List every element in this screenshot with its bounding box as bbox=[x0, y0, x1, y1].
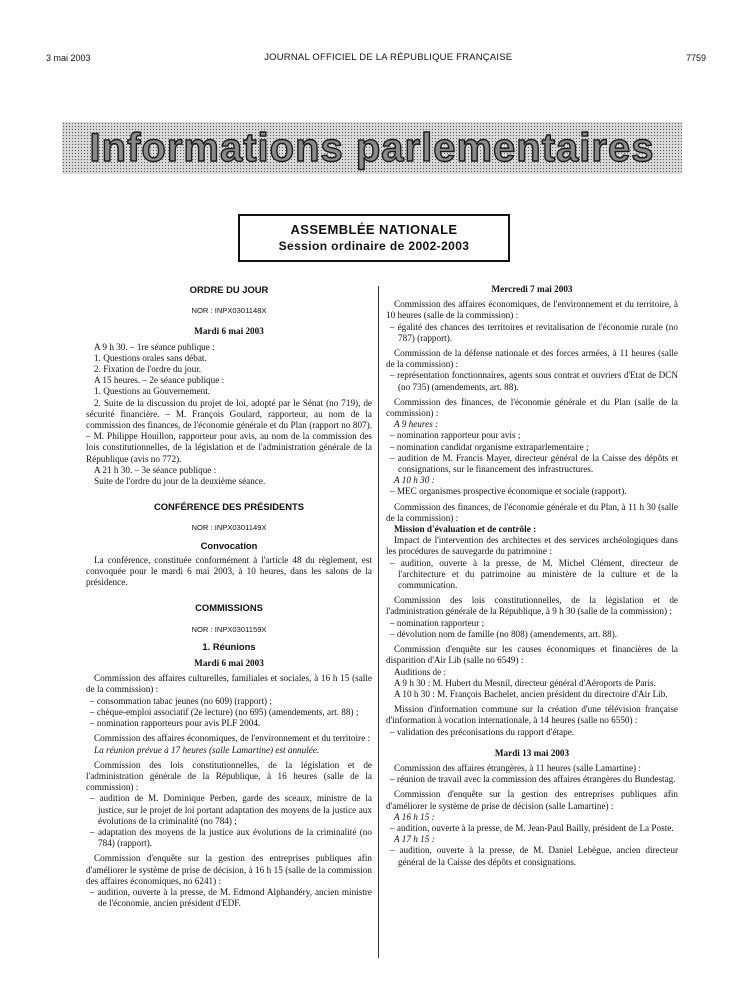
ordre-line: 1. Questions au Gouvernement. bbox=[94, 386, 211, 397]
agenda-item: – égalité des chances des territoires et revitalisation de l'économie rurale (no 787) (rapport). bbox=[390, 321, 678, 343]
agenda-item: – consommation tabac jeunes (no 609) (rapport) ; bbox=[90, 695, 272, 706]
page-number: 7759 bbox=[685, 52, 706, 63]
time-slot: A 17 h 15 : bbox=[394, 834, 435, 845]
running-header bbox=[46, 52, 706, 63]
conference-nor: NOR : INPX0301149X bbox=[191, 523, 267, 533]
agenda-item: – audition, ouverte à la presse, de M. Michel Clément, directeur de l'architecture et du patrimoine au ministère de la culture et de la communication. bbox=[390, 557, 678, 591]
column-divider bbox=[378, 286, 379, 958]
mission-label: Mission d'évaluation et de contrôle : bbox=[394, 524, 537, 535]
time-slot: A 16 h 15 : bbox=[394, 811, 435, 822]
mission-topic: Impact de l'intervention des architectes et des services archéologiques dans les procédures de sauvegarde du patrimoine : bbox=[386, 535, 678, 557]
commission-entry: Mission d'information commune sur la création d'une télévision française d'information à vocation internationale, à 14 heures (salle no 6550) : bbox=[386, 704, 678, 726]
ordre-nor: NOR : INPX0301148X bbox=[191, 306, 267, 316]
agenda-item: – représentation fonctionnaires, agents sous contrat et ouvriers d'Etat de DCN (no 735) (amendements, art. 88). bbox=[390, 370, 678, 392]
agenda-item: – validation des préconisations du rapport d'étape. bbox=[390, 726, 575, 737]
agenda-item: – audition de M. Dominique Perben, garde des sceaux, ministre de la justice, sur le projet de loi portant adaptation des moyens de la justice aux évolutions de la criminalité (no 784) ; bbox=[90, 793, 372, 826]
commissions-nor: NOR : INPX0301159X bbox=[191, 624, 267, 634]
commission-entry: Commission des lois constitutionnelles, de la législation et de l'administration générale de la République, à 16 heures (salle de la commission) : bbox=[86, 759, 372, 793]
convocation-heading: Convocation bbox=[200, 539, 258, 551]
agenda-item: – audition, ouverte à la presse, de M. Jean-Paul Bailly, président de La Poste. bbox=[390, 822, 674, 833]
ordre-line: 2. Suite de la discussion du projet de loi, adopté par le Sénat (no 719), de sécurité financière. – M. François Goulard, rapporteur, au nom de la commission des finances, de l'économie générale et du Plan (rapport no 807). – M. Philippe Houillon, rapporteur pour avis, au nom de la commission des lois constitutionnelles, de la législation et de l'administration générale de la République (avis no 772). bbox=[86, 397, 372, 464]
agenda-item: – nomination candidat organisme extraparlementaire ; bbox=[390, 441, 589, 452]
audition-item: A 10 h 30 : M. François Bachelet, ancien président du directoire d'Air Lib. bbox=[394, 688, 668, 699]
ordre-line: A 9 h 30. – 1re séance publique : bbox=[94, 341, 215, 352]
commission-entry: Commission des finances, de l'économie générale et du Plan (salle de la commission) : bbox=[386, 396, 678, 419]
ordre-date: Mardi 6 mai 2003 bbox=[194, 326, 264, 337]
ordre-line: Suite de l'ordre du jour de la deuxième séance. bbox=[94, 476, 266, 487]
audition-item: A 9 h 30 : M. Hubert du Mesnil, directeur général d'Aéroports de Paris. bbox=[394, 677, 656, 688]
commission-entry: Commission d'enquête sur la gestion des entreprises publiques afin d'améliorer le système de prise de décision, à 16 h 15 (salle de la commission des affaires économiques, no 6241) : bbox=[86, 853, 372, 886]
ordre-heading: ORDRE DU JOUR bbox=[189, 284, 269, 295]
assembly-title: ASSEMBLÉE NATIONALE bbox=[290, 222, 458, 237]
agenda-item: – dévolution nom de famille (no 808) (amendements, art. 88). bbox=[390, 628, 618, 639]
ordre-line: A 21 h 30. – 3e séance publique : bbox=[94, 464, 217, 475]
agenda-item: – audition, ouverte à la presse, de M. Daniel Lebègue, ancien directeur général de la Caisse des dépôts et consignations. bbox=[390, 845, 678, 867]
ordre-line: 1. Questions orales sans débat. bbox=[94, 352, 207, 363]
agenda-item: – nomination rapporteur ; bbox=[390, 617, 485, 628]
commission-entry: Commission des affaires économiques, de l'environnement et du territoire, à 10 heures (salle de la commission) : bbox=[386, 299, 678, 321]
agenda-item: – réunion de travail avec la commission des affaires étrangères du Bundestag. bbox=[390, 774, 676, 785]
conference-heading: CONFÉRENCE DES PRÉSIDENTS bbox=[153, 501, 305, 513]
commission-entry: Commission d'enquête sur les causes économiques et financières de la disparition d'Air Lib (salle no 6549) : bbox=[386, 644, 678, 666]
commission-entry: Commission des affaires culturelles, familiales et sociales, à 16 h 15 (salle de la commission) : bbox=[86, 673, 372, 695]
agenda-item: – MEC organismes prospective économique et sociale (rapport). bbox=[390, 486, 627, 497]
commissions-heading: COMMISSIONS bbox=[195, 602, 263, 614]
agenda-item: – nomination rapporteur pour avis ; bbox=[390, 430, 521, 441]
time-slot: A 10 h 30 : bbox=[394, 475, 435, 486]
commission-entry: Commission des affaires étrangères, à 11 heures (salle Lamartine) : bbox=[394, 762, 641, 773]
left-column bbox=[86, 284, 372, 909]
agenda-item: – audition, ouverte à la presse, de M. Edmond Alphandéry, ancien ministre de l'économie, ancien président d'EDF. bbox=[90, 886, 372, 909]
commission-entry: Commission de la défense nationale et des forces armées, à 11 heures (salle de la commission) : bbox=[386, 348, 678, 370]
agenda-item: – adaptation des moyens de la justice aux évolutions de la criminalité (no 784) (rapport). bbox=[90, 826, 372, 849]
assembly-box bbox=[238, 214, 510, 262]
reunions-heading: 1. Réunions bbox=[202, 640, 256, 652]
commission-entry: Commission d'enquête sur la gestion des entreprises publiques afin d'améliorer le système de prise de décision (salle Lamartine) : bbox=[386, 789, 678, 811]
commission-entry: Commission des affaires économiques, de l'environnement et du territoire : bbox=[94, 733, 371, 744]
commission-entry: Commission des finances, de l'économie générale et du Plan, à 11 h 30 (salle de la commission) : bbox=[386, 501, 678, 523]
commissions-date: Mardi 6 mai 2003 bbox=[194, 658, 264, 669]
commission-entry: Commission des lois constitutionnelles, de la législation et de l'administration générale de la République, à 9 h 30 (salle de la commission) : bbox=[386, 595, 678, 617]
right-date-2: Mardi 13 mai 2003 bbox=[494, 747, 570, 758]
journal-title: JOURNAL OFFICIEL DE LA RÉPUBLIQUE FRANÇAISE bbox=[264, 52, 513, 63]
session-title: Session ordinaire de 2002-2003 bbox=[278, 239, 470, 253]
section-banner bbox=[62, 122, 682, 174]
header-date: 3 mai 2003 bbox=[46, 52, 91, 63]
agenda-item: – audition de M. Francis Mayer, directeur général de la Caisse des dépôts et consignations, sur le financement des infrastructures. bbox=[390, 452, 678, 475]
agenda-item: La réunion prévue à 17 heures (salle Lamartine) est annulée. bbox=[94, 744, 320, 755]
right-date-1: Mercredi 7 mai 2003 bbox=[491, 284, 573, 294]
ordre-line: A 15 heures. – 2e séance publique : bbox=[94, 375, 225, 386]
conference-text: La conférence, constituée conformément à l'article 48 du règlement, est convoquée pour le mardi 6 mai 2003, à 10 heures, dans les salons de la présidence. bbox=[86, 554, 372, 588]
right-column bbox=[386, 284, 678, 868]
banner-title: Informations parlementaires bbox=[89, 126, 655, 170]
time-slot: A 9 heures : bbox=[394, 419, 439, 430]
ordre-line: 2. Fixation de l'ordre du jour. bbox=[94, 364, 202, 375]
auditions-label: Auditions de : bbox=[394, 666, 447, 677]
agenda-item: – chèque-emploi associatif (2e lecture) (no 695) (amendements, art. 88) ; bbox=[90, 706, 359, 717]
agenda-item: – nomination rapporteurs pour avis PLF 2004. bbox=[90, 718, 261, 729]
